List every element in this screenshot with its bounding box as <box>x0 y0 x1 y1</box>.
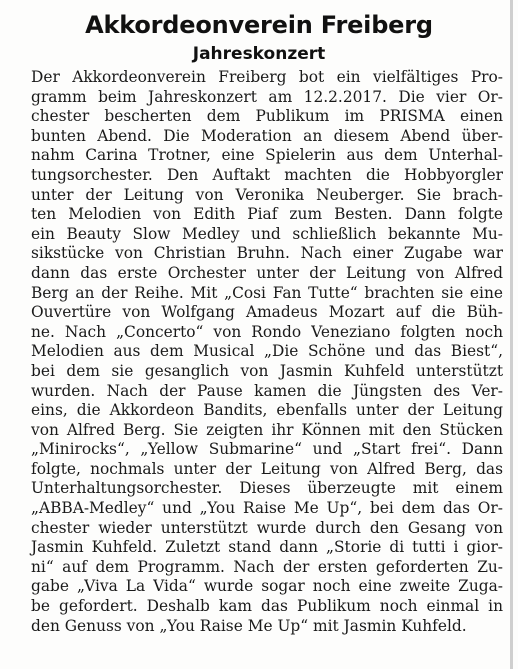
body-line: ne. Nach „Concerto“ von Rondo Veneziano folgten noch <box>31 322 503 341</box>
body-line: ein Beauty Slow Medley und schließlich bekannte Mu- <box>31 224 503 243</box>
body-line: Berg an der Reihe. Mit „Cosi Fan Tutte“ brachten sie eine <box>31 283 503 302</box>
body-line: von Alfred Berg. Sie zeigten ihr Können mit den Stücken <box>31 420 503 439</box>
article-title: Akkordeonverein Freiberg <box>85 11 433 39</box>
body-line: dann das erste Orchester unter der Leitung von Alfred <box>31 263 503 282</box>
body-line: Melodien aus dem Musical „Die Schöne und das Biest“, <box>31 342 503 361</box>
body-line: Unterhaltungsorchester. Dieses überzeugte mit einem <box>31 479 503 498</box>
column-divider <box>510 0 513 669</box>
article-subtitle: Jahreskonzert <box>192 44 326 64</box>
body-line: unter der Leitung von Veronika Neuberger. Sie brach- <box>31 185 503 204</box>
body-line: den Genuss von „You Raise Me Up“ mit Jasmin Kuhfeld. <box>31 616 467 635</box>
body-line: eins, die Akkordeon Bandits, ebenfalls unter der Leitung <box>31 401 503 420</box>
article-body <box>31 68 503 636</box>
body-line: be gefordert. Deshalb kam das Publikum noch einmal in <box>31 597 503 616</box>
body-line: chester wieder unterstützt wurde durch den Gesang von <box>31 518 503 537</box>
body-line: bunten Abend. Die Moderation an diesem Abend über- <box>31 126 503 145</box>
body-line: tungsorchester. Den Auftakt machten die Hobbyorgler <box>31 165 503 184</box>
body-line: bei dem sie gesanglich von Jasmin Kuhfeld unterstützt <box>31 361 503 380</box>
body-line: gramm beim Jahreskonzert am 12.2.2017. Die vier Or- <box>31 87 503 106</box>
body-line: sikstücke von Christian Bruhn. Nach einer Zugabe war <box>31 244 503 263</box>
body-line: ni“ auf dem Programm. Nach der ersten geforderten Zu- <box>31 557 503 576</box>
body-line: ten Melodien von Edith Piaf zum Besten. Dann folgte <box>31 205 503 224</box>
body-line: Ouvertüre von Wolfgang Amadeus Mozart auf die Büh- <box>31 303 503 322</box>
body-line: nahm Carina Trotner, eine Spielerin aus dem Unterhal- <box>31 146 503 165</box>
body-line: Jasmin Kuhfeld. Zuletzt stand dann „Storie di tutti i gior- <box>31 538 503 557</box>
body-line: folgte, nochmals unter der Leitung von Alfred Berg, das <box>31 459 503 478</box>
body-line: gabe „Viva La Vida“ wurde sogar noch eine zweite Zuga- <box>31 577 503 596</box>
body-line: „Minirocks“, „Yellow Submarine“ und „Start frei“. Dann <box>31 440 503 459</box>
body-line: wurden. Nach der Pause kamen die Jüngsten des Ver- <box>31 381 503 400</box>
body-line: chester bescherten dem Publikum im PRISMA einen <box>31 107 503 126</box>
body-line: „ABBA-Medley“ und „You Raise Me Up“, bei dem das Or- <box>31 499 503 518</box>
body-line: Der Akkordeonverein Freiberg bot ein vielfältiges Pro- <box>31 68 503 86</box>
